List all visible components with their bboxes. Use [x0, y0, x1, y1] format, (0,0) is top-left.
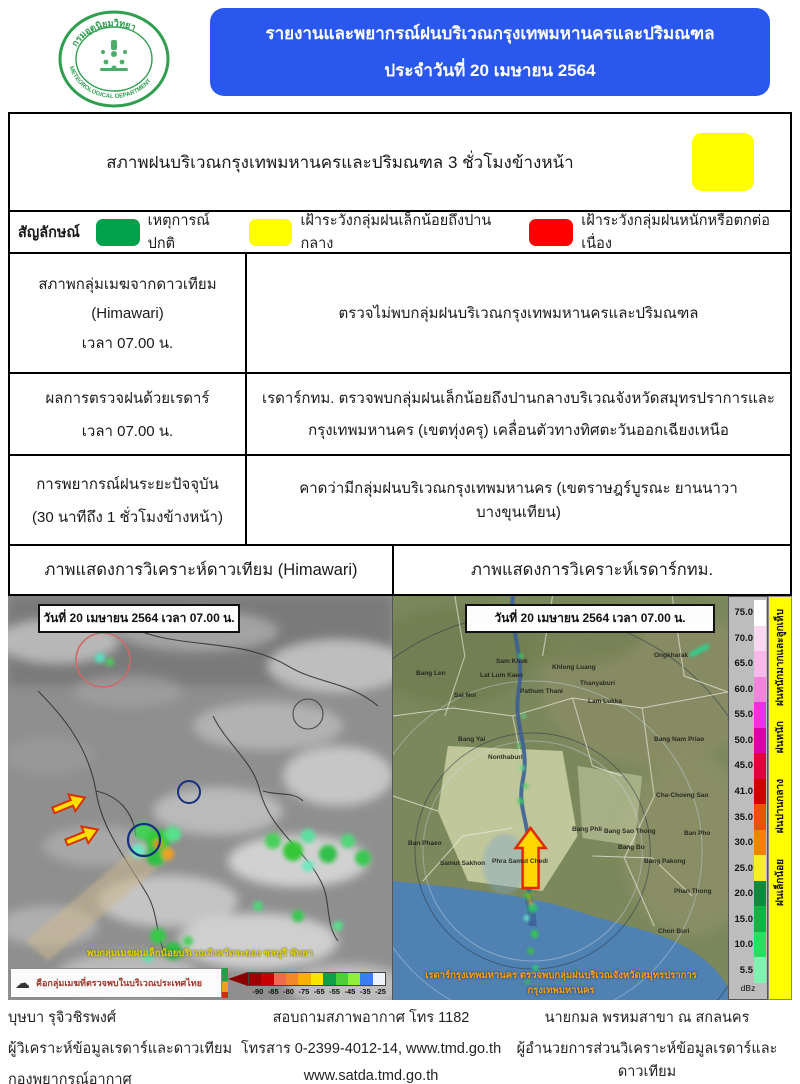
- radar-scale-tick-label: 55.0: [734, 709, 753, 721]
- row-label-line: การพยากรณ์ฝนระยะปัจจุบัน: [36, 475, 219, 493]
- satellite-colorbar-segment: [261, 973, 273, 985]
- radar-place-label: Bang Len: [416, 670, 446, 677]
- status-summary-text: สภาพฝนบริเวณกรุงเทพมหานครและปริมณฑล 3 ชั่วโมงข้างหน้า: [106, 152, 574, 172]
- satellite-colorbar-segment: [360, 973, 372, 985]
- colorbar-tick-labels: [248, 987, 386, 996]
- table-row-radar: [10, 372, 790, 454]
- radar-scale-tick-label: 65.0: [734, 658, 753, 670]
- radar-scale-bin: [729, 626, 767, 652]
- cloud-icon: ☁: [15, 974, 30, 992]
- footer: [8, 1004, 792, 1084]
- radar-scale-bin: [729, 702, 767, 728]
- satellite-annotation-text: พบกลุ่มเมฆฝนเล็กน้อยบริเวณจังหวัดระยอง ชลบุรี พัทยา: [86, 948, 314, 959]
- radar-scale-bin: [729, 728, 767, 754]
- satellite-temperature-colorbar: [228, 968, 390, 998]
- contact-satda-website: www.satda.tmd.go.th: [303, 1068, 439, 1084]
- radar-scale-tick-label: 5.5: [739, 964, 753, 976]
- radar-place-label: Samut Sakhon: [440, 860, 486, 867]
- radar-place-label: Bang Sao Thong: [604, 828, 656, 835]
- status-level-indicator: [692, 133, 754, 191]
- analysis-images: [8, 596, 792, 1000]
- radar-scale-tick-label: 41.0: [734, 785, 753, 797]
- radar-place-label: Ban Phaeo: [408, 840, 442, 847]
- row-label-cell: [10, 374, 247, 454]
- row-value-cell: [247, 254, 790, 372]
- logo-english-text: METEOROLOGICAL DEPARTMENT: [67, 65, 153, 101]
- analyst-division: กองพยากรณ์อากาศ: [8, 1072, 132, 1084]
- table-row-satellite: [10, 254, 790, 372]
- row-label-cell: [10, 456, 247, 544]
- radar-scale-bin: [729, 881, 767, 907]
- radar-intensity-category: ฝนเล็กน้อย: [775, 859, 786, 906]
- radar-place-label: Bang Nam Priao: [654, 736, 705, 743]
- radar-scale-color-swatch: [754, 779, 766, 805]
- contact-phone: สอบถามสภาพอากาศ โทร 1182: [272, 1010, 470, 1026]
- row-value-line: ตรวจไม่พบกลุ่มฝนบริเวณกรุงเทพมหานครและปริมณฑล: [338, 305, 699, 322]
- radar-scale-color-swatch: [754, 600, 766, 626]
- satellite-cloud-art: [8, 596, 392, 1000]
- radar-scale-tick-label: 25.0: [734, 862, 753, 874]
- radar-scale-color-swatch: [754, 830, 766, 856]
- satellite-analysis-image: [8, 596, 392, 1000]
- radar-place-label: Phra Samut Chedi: [492, 858, 548, 865]
- row-label-cell: [10, 254, 247, 372]
- radar-scale-tick-label: 60.0: [734, 683, 753, 695]
- radar-place-label: Bang Pakong: [644, 858, 686, 865]
- image-section-headers: [8, 544, 792, 596]
- radar-dbz-scale: [728, 596, 768, 1000]
- satellite-colorbar-segment: [298, 973, 310, 985]
- radar-intensity-categories: [768, 596, 792, 1000]
- logo-thai-text: กรมอุตุนิยมวิทยา: [69, 17, 138, 49]
- satellite-colorbar-tick: -35: [359, 987, 371, 996]
- observation-table: [8, 252, 792, 546]
- satellite-colorbar-tick: -80: [283, 987, 294, 996]
- radar-scale-tick-label: 50.0: [734, 734, 753, 746]
- satellite-colorbar-tick: -65: [313, 987, 325, 996]
- radar-scale-color-swatch: [754, 626, 766, 652]
- satellite-colorbar-segment: [348, 973, 360, 985]
- radar-place-label: Bang Yai: [458, 736, 486, 743]
- row-label-line: สภาพกลุ่มเมฆจากดาวเทียม: [38, 275, 217, 293]
- radar-caption-text: เรดาร์กรุงเทพมหานคร ตรวจพบกลุ่มฝนบริเวณจังหวัดสมุทรปราการ กรุงเทพมหานคร: [425, 970, 697, 996]
- radar-scale-bin: [729, 906, 767, 932]
- radar-scale-color-swatch: [754, 932, 766, 958]
- radar-place-label: Lat Lum Kaeo: [480, 672, 523, 679]
- radar-scale-bin: [729, 932, 767, 958]
- director-role: ผู้อำนวยการส่วนวิเคราะห์ข้อมูลเรดาร์และดาวเทียม: [516, 1041, 778, 1080]
- footer-analyst-column: [8, 1004, 240, 1084]
- row-label-line: (Himawari): [91, 304, 164, 322]
- radar-scale-color-swatch: [754, 677, 766, 703]
- radar-intensity-category: ฝนปานกลาง: [775, 779, 786, 834]
- satellite-colorbar-segment: [373, 973, 385, 985]
- colorbar-arrow-end: [228, 972, 248, 986]
- satellite-panel-title: ภาพแสดงการวิเคราะห์ดาวเทียม (Himawari): [10, 546, 394, 594]
- radar-date-label: วันที่ 20 เมษายน 2564 เวลา 07.00 น.: [465, 604, 715, 633]
- colorbar-segments: [248, 972, 386, 986]
- radar-scale-color-swatch: [754, 804, 766, 830]
- table-row-nowcast: [10, 454, 790, 544]
- meteorological-department-seal-icon: [56, 10, 172, 108]
- radar-scale-color-swatch: [754, 855, 766, 881]
- radar-scale-tick-label: 30.0: [734, 837, 753, 849]
- radar-scale-unit: dBz: [740, 982, 756, 993]
- row-value-line: กรุงเทพมหานคร (เขตทุ่งครุ) เคลื่อนตัวทางทิศตะวันออกเฉียงเหนือ: [308, 422, 729, 439]
- legend-item-watch-light: [249, 209, 514, 255]
- radar-place-label: Khlong Luang: [552, 664, 596, 671]
- row-label-line: (30 นาทีถึง 1 ชั่วโมงข้างหน้า): [32, 508, 223, 526]
- radar-place-label: Lam Lukka: [588, 698, 622, 705]
- radar-scale-bin: [729, 651, 767, 677]
- legend-item-label: เฝ้าระวังกลุ่มฝนหนักหรือตกต่อเนื่อง: [581, 213, 770, 252]
- radar-place-label: Bang Phli: [572, 826, 602, 833]
- radar-scale-color-swatch: [754, 702, 766, 728]
- radar-panel-title: ภาพแสดงการวิเคราะห์เรดาร์กทม.: [470, 561, 714, 579]
- analyst-role: ผู้วิเคราะห์ข้อมูลเรดาร์และดาวเทียม: [8, 1041, 233, 1057]
- radar-scale-tick-label: 10.0: [734, 939, 753, 951]
- radar-scale-bin: [729, 779, 767, 805]
- row-value-cell: [247, 374, 790, 454]
- footer-contact-column: [240, 1004, 502, 1084]
- radar-scale-tick-label: 45.0: [734, 760, 753, 772]
- status-summary-box: [8, 112, 792, 212]
- radar-place-label: Thanyaburi: [580, 680, 616, 687]
- satellite-legend-text: คือกลุ่มเมฆที่ตรวจพบในบริเวณประเทศไทย: [36, 978, 203, 988]
- satellite-colorbar-segment: [336, 973, 348, 985]
- radar-place-label: Phan Thong: [674, 888, 712, 895]
- radar-scale-bin: [729, 804, 767, 830]
- radar-analysis-image: [392, 596, 728, 1000]
- contact-fax-website: โทรสาร 0-2399-4012-14, www.tmd.go.th: [240, 1041, 502, 1057]
- row-value-line: คาดว่ามีกลุ่มฝนบริเวณกรุงเทพมหานคร (เขตราษฎร์บูรณะ ยานนาวา บางขุนเทียน): [299, 480, 738, 521]
- satellite-colorbar-tick: -25: [375, 987, 386, 996]
- report-date-line: ประจำวันที่ 20 เมษายน 2564: [384, 61, 596, 80]
- legend-green-swatch: [96, 219, 140, 246]
- analyst-name: บุษบา รุจิวชิรพงศ์: [8, 1010, 117, 1026]
- satellite-colorbar-segment: [323, 973, 335, 985]
- legend-yellow-swatch: [249, 219, 293, 246]
- radar-scale-bin: [729, 677, 767, 703]
- radar-place-label: Cha-Choeng Sao: [656, 792, 709, 799]
- legend-item-label: เฝ้าระวังกลุ่มฝนเล็กน้อยถึงปานกลาง: [300, 213, 492, 252]
- radar-scale-bin: [729, 855, 767, 881]
- legend-item-watch-heavy: [529, 209, 790, 255]
- legend-bar: [8, 210, 792, 254]
- row-label-line: ผลการตรวจฝนด้วยเรดาร์: [45, 389, 210, 407]
- satellite-colorbar-tick: -85: [267, 987, 279, 996]
- legend-item-label: เหตุการณ์ปกติ: [147, 213, 210, 252]
- satellite-colorbar-tick: -90: [252, 987, 264, 996]
- legend-red-swatch: [529, 219, 573, 246]
- satellite-colorbar-segment: [286, 973, 298, 985]
- director-name: นายกมล พรหมสาขา ณ สกลนคร: [544, 1010, 750, 1026]
- radar-scale-color-swatch: [754, 906, 766, 932]
- radar-place-label: Ongkharak: [654, 652, 688, 659]
- radar-place-label: Bang Bo: [618, 844, 645, 851]
- radar-scale-tick-label: 15.0: [734, 913, 753, 925]
- satellite-colorbar-tick: -75: [298, 987, 310, 996]
- radar-place-label: Sam Khok: [496, 658, 528, 665]
- satellite-legend-label: [10, 968, 222, 998]
- footer-director-column: [502, 1004, 792, 1084]
- radar-scale-bin: [729, 600, 767, 626]
- radar-scale-color-swatch: [754, 728, 766, 754]
- radar-scale-tick-label: 35.0: [734, 811, 753, 823]
- satellite-colorbar-tick: -45: [344, 987, 356, 996]
- legend-item-normal: [96, 209, 233, 255]
- radar-scale-tick-label: 75.0: [734, 607, 753, 619]
- satellite-date-label: วันที่ 20 เมษายน 2564 เวลา 07.00 น.: [38, 604, 240, 633]
- radar-scale-color-swatch: [754, 957, 766, 983]
- row-label-line: เวลา 07.00 น.: [81, 422, 174, 440]
- radar-place-label: Nonthaburi: [488, 754, 523, 761]
- legend-title: สัญลักษณ์: [18, 224, 80, 241]
- row-value-line: เรดาร์กทม. ตรวจพบกลุ่มฝนเล็กน้อยถึงปานกลางบริเวณจังหวัดสมุทรปราการและ: [262, 390, 775, 407]
- satellite-colorbar-segment: [249, 973, 261, 985]
- satellite-colorbar-segment: [274, 973, 286, 985]
- radar-place-label: Chon Buri: [658, 928, 690, 935]
- radar-intensity-category: ฝนหนัก: [775, 721, 786, 754]
- radar-scale-color-swatch: [754, 651, 766, 677]
- radar-scale-color-swatch: [754, 881, 766, 907]
- radar-scale-tick-label: 70.0: [734, 632, 753, 644]
- radar-place-label: Sai Noi: [454, 692, 477, 699]
- satellite-colorbar-segment: [311, 973, 323, 985]
- radar-scale-bin: [729, 957, 767, 983]
- report-title-banner: [210, 8, 770, 96]
- satellite-colorbar-tick: -55: [329, 987, 340, 996]
- radar-scale-color-swatch: [754, 753, 766, 779]
- radar-scale-tick-label: 20.0: [734, 888, 753, 900]
- radar-scale-bin: [729, 753, 767, 779]
- radar-map-art: [393, 596, 728, 1000]
- report-title-line1: รายงานและพยากรณ์ฝนบริเวณกรุงเทพมหานครและปริมณฑล: [265, 24, 715, 43]
- radar-place-label: Pathum Thani: [520, 688, 563, 695]
- radar-intensity-category: ฝนหนักมากและลูกเห็บ: [775, 609, 786, 706]
- row-label-line: เวลา 07.00 น.: [81, 334, 174, 352]
- row-value-cell: [247, 456, 790, 544]
- radar-scale-bin: [729, 830, 767, 856]
- radar-place-label: Ban Pho: [684, 830, 711, 837]
- satellite-legend-strip: [10, 968, 390, 998]
